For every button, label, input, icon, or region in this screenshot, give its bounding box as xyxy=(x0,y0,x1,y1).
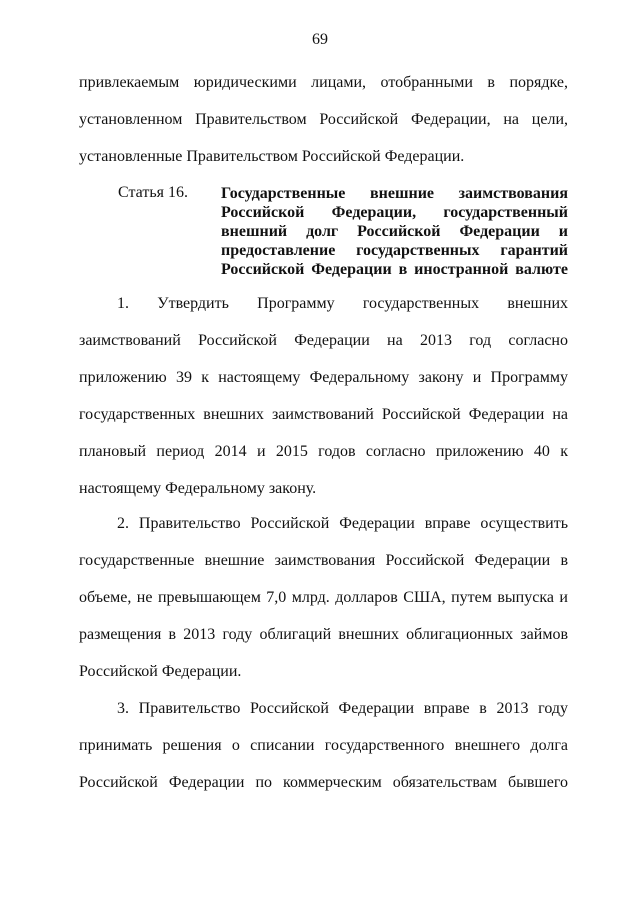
page-number: 69 xyxy=(312,31,328,48)
title-line: предоставление государственных гарантий xyxy=(221,242,568,259)
paragraph-3 xyxy=(79,690,568,801)
text-line: установленном Правительством Российской Федерации, на цели, xyxy=(79,111,568,128)
text-line: приложению 39 к настоящему Федеральному закону и Программу xyxy=(79,369,568,386)
text-line: государственные внешние заимствования Российской Федерации в xyxy=(79,552,568,569)
text-line: 1. Утвердить Программу государственных внешних xyxy=(117,295,568,312)
text-line: привлекаемым юридическими лицами, отобранными в порядке, xyxy=(79,74,568,91)
text-line: плановый период 2014 и 2015 годов согласно приложению 40 к xyxy=(79,443,568,460)
text-line: установленные Правительством Российской Федерации. xyxy=(79,148,465,165)
text-line: принимать решения о списании государственного внешнего долга xyxy=(79,737,568,754)
text-line: Российской Федерации по коммерческим обязательствам бывшего xyxy=(79,774,568,791)
text-line: заимствований Российской Федерации на 2013 год согласно xyxy=(79,332,568,349)
text-line: 3. Правительство Российской Федерации вправе в 2013 году xyxy=(117,700,568,717)
title-line: внешний долг Российской Федерации и xyxy=(221,223,568,240)
intro-paragraph xyxy=(79,64,568,175)
text-line: государственных внешних заимствований Российской Федерации на xyxy=(79,406,568,423)
text-line: Российской Федерации. xyxy=(79,663,242,680)
text-line: настоящему Федеральному закону. xyxy=(79,480,317,497)
paragraph-2 xyxy=(79,505,568,690)
paragraph-1 xyxy=(79,285,568,507)
text-line: размещения в 2013 году облигаций внешних облигационных займов xyxy=(79,626,568,643)
text-line: 2. Правительство Российской Федерации вправе осуществить xyxy=(117,515,568,532)
article-label: Статья 16. xyxy=(118,184,188,201)
article-title xyxy=(221,184,568,279)
title-line: Российской Федерации в иностранной валюте xyxy=(221,261,568,278)
text-line: объеме, не превышающем 7,0 млрд. долларов США, путем выпуска и xyxy=(79,589,568,606)
title-line: Российской Федерации, государственный xyxy=(221,204,568,221)
title-line: Государственные внешние заимствования xyxy=(221,185,568,202)
